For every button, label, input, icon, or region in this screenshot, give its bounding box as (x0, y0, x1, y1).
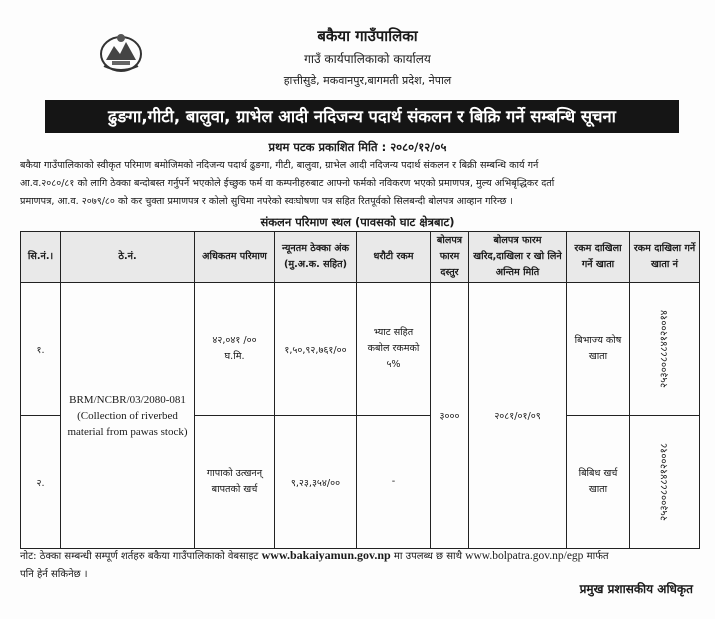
deposit-cell (357, 283, 431, 416)
account-name-line: बिभाज्य कोष (574, 335, 622, 346)
deposit-cell (357, 416, 431, 549)
account-name-line: बिबिध खर्च (578, 468, 618, 479)
header-min-amount: न्यूनतम ठेक्का अंक (मु.अ.क. सहित) (275, 232, 357, 283)
deposit-line: भ्याट सहित (373, 327, 414, 338)
max-quantity-unit: घ.मि. (224, 351, 245, 362)
signatory-title: प्रमुख प्रशासकीय अधिकृत (579, 582, 693, 596)
account-no-cell (630, 283, 700, 416)
table-row (21, 283, 700, 416)
account-name-cell (567, 416, 630, 549)
row-sn: १. (21, 283, 61, 416)
header-contract-no: ठे.नं. (61, 232, 195, 283)
table-header-row (21, 232, 700, 283)
max-quantity-cell (195, 416, 275, 549)
website-link[interactable]: www.bakaiyamun.gov.np (261, 548, 391, 562)
note-suffix: मार्फत (586, 551, 609, 562)
org-name: बकैया गाउँपालिका (317, 27, 418, 45)
egp-link[interactable]: www.bolpatra.gov.np/egp (465, 550, 584, 562)
note-mid: मा उपलब्ध छ साथै (393, 551, 462, 562)
deposit-line: कबोल रकमको (367, 343, 420, 354)
contract-cell (61, 283, 195, 549)
account-number: २५३००८८८४१२००१४ (658, 310, 670, 388)
max-quantity: गापाको उत्खनन् (206, 468, 263, 479)
deposit-line: - (391, 476, 396, 487)
form-fee: ३००० (431, 283, 469, 549)
contract-table (20, 231, 700, 549)
header-account-no: रकम दाखिला गर्ने खाता नं (630, 232, 700, 283)
government-emblem-icon (98, 30, 144, 74)
contract-description: (Collection of riverbed material from pawas stock) (67, 409, 188, 438)
account-name-cell (567, 283, 630, 416)
footer-note (20, 546, 700, 584)
notice-body (20, 157, 696, 211)
office-name: गाउँ कार्यपालिकाको कार्यालय (304, 52, 431, 66)
notice-title-banner: ढुङगा,गीटी, बालुवा, ग्राभेल आदी नदिजन्य पदार्थ संकलन र बिक्रि गर्ने सम्बन्धि सूचना (45, 100, 679, 133)
header-form-fee: बोलपत्र फारम दस्तुर (431, 232, 469, 283)
header-sn: सि.नं.। (21, 232, 61, 283)
max-quantity-unit: बापतको खर्च (211, 484, 258, 495)
header-account-name: रकम दाखिला गर्ने खाता (567, 232, 630, 283)
row-sn: २. (21, 416, 61, 549)
header-max-quantity: अधिकतम परिमाण (195, 232, 275, 283)
account-number: २५३००८८८४१२००१८ (658, 443, 670, 521)
min-amount: १,५०,९२,७६१/०० (275, 283, 357, 416)
header-deposit: धरौटी रकम (357, 232, 431, 283)
min-amount: ९,२३,३५४/०० (275, 416, 357, 549)
account-name-line: खाता (588, 351, 608, 362)
footer-line-2: पनि हेर्न सकिनेछ । (20, 569, 88, 580)
account-name-line: खाता (588, 484, 608, 495)
header-last-date: बोलपत्र फारम खरिद,दाखिला र खो लिने अन्तिम मिति (469, 232, 567, 283)
body-line: बकैया गाउँपालिकाको स्वीकृत परिमाण बमोजिमको नदिजन्य पदार्थ ढुङगा, गीटी, बालुवा, ग्राभेल आदी नदिजन्य पदार्थ संकलन र बिक्री सम्बन्धि कार्य गर्न (20, 160, 539, 171)
note-prefix: नोट: ठेक्का सम्बन्धी सम्पूर्ण शर्तहरु बकैया गाउँपालिकाको वेबसाइट (20, 551, 259, 562)
account-no-cell (630, 416, 700, 549)
last-date: २०८१/०१/०९ (469, 283, 567, 549)
footer-line-1 (20, 546, 700, 566)
body-line: प्रमाणपत्र, आ.व. २०७९/८० को कर चुक्ता प्रमाणपत्र र कोलो सुचिमा नपरेको स्वःघोषणा पत्र सहित रितपूर्वको सिलबन्दी बोलपत्र आव्हान गरिन्छ । (20, 196, 514, 207)
office-address: हात्तीसुडे, मकवानपुर,बागमती प्रदेश, नेपाल (283, 74, 452, 87)
body-line: आ.व.२०८०/८१ को लागि ठेक्का बन्दोबस्त गर्नुपर्ने भएकोले ईच्छुक फर्म वा कम्पनीहरुबाट आफ्नो फर्मको नविकरण भएको प्रमाणपत्र, मुल्य अभिबृद्धिकर दर्ता (20, 178, 555, 189)
max-quantity-cell (195, 283, 275, 416)
max-quantity: ४२,०४१ /०० (212, 335, 257, 346)
publication-date: प्रथम पटक प्रकाशित मिति : २०८०/१२/०५ (268, 140, 447, 154)
contract-code: BRM/NCBR/03/2080-081 (69, 393, 186, 406)
collection-site-title: संकलन परिमाण स्थल (पावसको घाट क्षेत्रबाट) (260, 215, 455, 229)
deposit-line: ५% (386, 359, 401, 370)
